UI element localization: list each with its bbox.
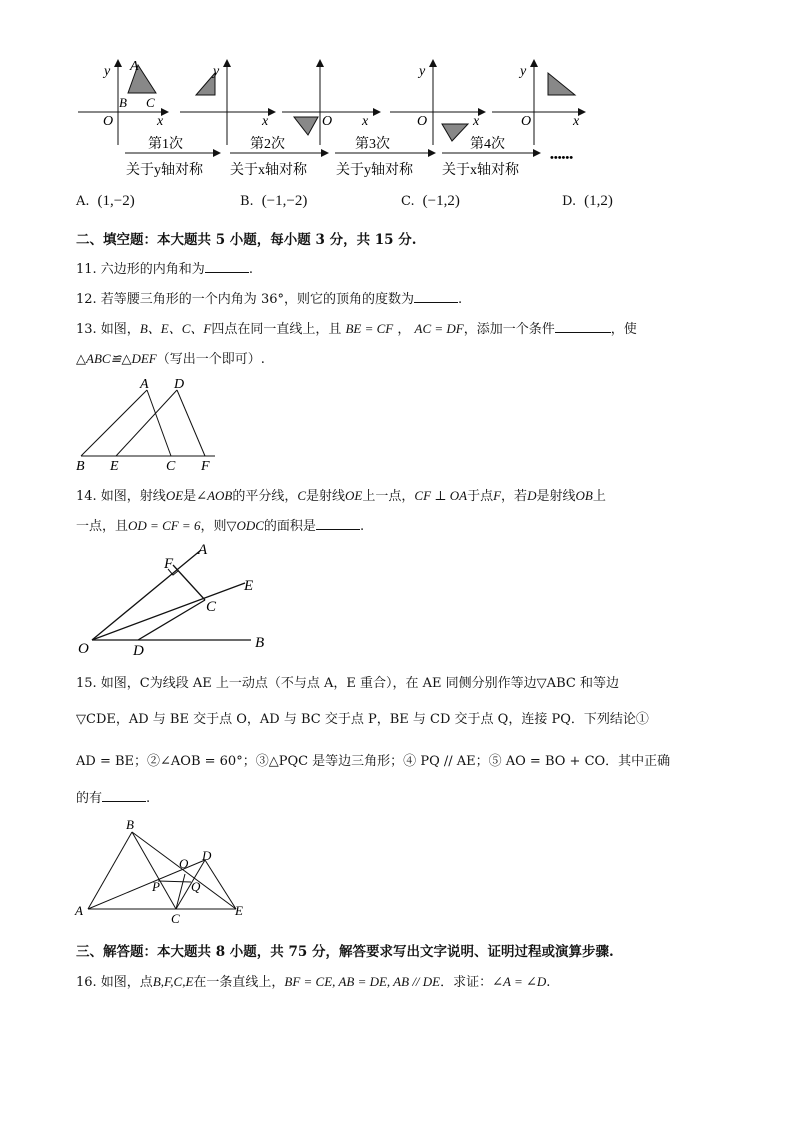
q13-congruence: △ABC≌△DEF — [76, 351, 157, 366]
question-12 — [76, 288, 462, 307]
option-d — [562, 193, 613, 210]
q13-answer-blank[interactable] — [555, 320, 611, 333]
step-2-caption: 关于x轴对称 — [230, 163, 307, 178]
label-y2: y — [213, 64, 220, 79]
label-O4: O — [417, 114, 428, 129]
triangle-step4 — [548, 73, 575, 95]
q13-label-F: F — [201, 459, 210, 472]
section-2-title: 二、填空题：本大题共 5 小题，每小题 3 分，共 15 分. — [76, 232, 417, 248]
q16-conditions: BF = CE, AB = DE, AB // DE — [284, 974, 441, 989]
step-4-caption: 关于x轴对称 — [442, 163, 519, 178]
q11-end: . — [248, 262, 253, 277]
q15-label-Q: Q — [191, 879, 201, 894]
step-2-label: 第2次 — [250, 137, 285, 152]
option-d-letter: D. — [562, 194, 577, 209]
panel-5-axes — [492, 60, 585, 145]
q13-label-C: C — [166, 459, 176, 472]
q14-f: F — [493, 488, 502, 503]
q15-label-O: O — [179, 856, 189, 871]
triangle-step2 — [294, 117, 318, 135]
q14-figure — [70, 540, 280, 660]
q13-label-E: E — [110, 459, 119, 472]
q13-mid: 四点在同一直线上，且 — [211, 322, 342, 337]
q15-label-E: E — [235, 903, 243, 918]
q12-end: . — [457, 292, 463, 307]
q14-oe: OE — [165, 488, 184, 503]
option-b — [240, 193, 307, 210]
question-14-line-1 — [76, 485, 606, 504]
q13-cond-1: BE = CF — [345, 321, 394, 336]
q14-lead: 14. 如图，射线 — [76, 489, 166, 504]
option-c-value: (−1,2) — [422, 193, 460, 209]
label-O1: O — [103, 114, 114, 129]
q14-answer-blank[interactable] — [316, 517, 360, 530]
option-d-value: (1,2) — [584, 193, 613, 209]
question-13-line-2 — [76, 348, 265, 367]
q14-equation: OD = CF = 6 — [128, 518, 201, 533]
q14-then: ，则 — [200, 519, 227, 534]
option-c-letter: C. — [401, 194, 415, 209]
question-15-line-1: 15. 如图，C为线段 AE 上一动点（不与点 A，E 重合），在 AE 同侧分别作等边▽ABC 和等边 — [76, 676, 619, 691]
q14-label-A: A — [198, 542, 208, 558]
ellipsis: •••••• — [550, 152, 574, 164]
q12-answer-blank[interactable] — [414, 290, 458, 303]
option-a-value: (1,−2) — [97, 193, 135, 209]
q13-lead: 13. 如图， — [76, 322, 140, 337]
q15-label-A: A — [75, 903, 83, 918]
panel-4-axes — [390, 60, 485, 145]
triangle-step3 — [442, 124, 468, 141]
q13-note: （写出一个即可）. — [156, 352, 265, 367]
section-3-title: 三、解答题：本大题共 8 小题，共 75 分，解答要求写出文字说明、证明过程或演算步骤. — [76, 944, 614, 960]
q14-at: 于点 — [467, 489, 494, 504]
q13-figure — [70, 372, 230, 472]
q14-perp: CF ⊥ OA — [414, 488, 468, 503]
option-a-letter: A. — [76, 194, 90, 209]
label-x3: x — [362, 114, 369, 129]
question-13-line-1: 13. 如图，B、E、C、F四点在同一直线上，且 BE = CF ， AC = DF，添加一个条件 ，使 — [76, 321, 637, 337]
label-O5: O — [521, 114, 532, 129]
q14-ob: OB — [575, 488, 593, 503]
question-16 — [76, 971, 550, 990]
q16-lead: 16. 如图，点 — [76, 975, 153, 990]
q14-ray: 是射线 — [306, 489, 346, 504]
q13-add: ，添加一个条件 — [463, 322, 555, 337]
q14-area: 的面积是 — [263, 519, 316, 534]
label-y1: y — [104, 64, 111, 79]
q12-text: 12. 若等腰三角形的一个内角为 36°，则它的顶角的度数为 — [76, 292, 414, 307]
q14-triangle: ▽ODC — [226, 518, 264, 533]
step-1-label: 第1次 — [148, 137, 183, 152]
label-y5: y — [520, 64, 527, 79]
q16-end: . — [546, 975, 551, 990]
q16-prove: ．求证： — [440, 975, 493, 990]
q14-ray-2: 是射线 — [536, 489, 576, 504]
q14-if: ，若 — [501, 489, 528, 504]
q14-angle: ∠AOB — [196, 488, 233, 503]
q13-label-A: A — [140, 377, 149, 392]
q14-point: 上一点， — [362, 489, 415, 504]
q14-d: D — [527, 488, 537, 503]
q13-points: B、E、C、F — [139, 321, 212, 336]
step-4-label: 第4次 — [470, 137, 505, 152]
q14-is: 是 — [183, 489, 197, 504]
q13-cond-2: AC = DF — [414, 321, 464, 336]
option-b-value: (−1,−2) — [261, 193, 308, 209]
question-14-line-2 — [76, 515, 364, 534]
reflection-figure — [70, 55, 610, 185]
q14-label-E: E — [244, 578, 254, 594]
label-x5: x — [573, 114, 580, 129]
option-c — [401, 193, 460, 210]
q15-correct: 的有 — [76, 791, 103, 806]
q14-on: 上 — [592, 489, 606, 504]
q16-goal: ∠A = ∠D — [492, 974, 547, 989]
label-x1: x — [157, 114, 164, 129]
panel-2-axes — [180, 60, 275, 145]
panel-3-axes — [282, 60, 380, 145]
q13-label-D: D — [174, 377, 185, 392]
option-b-letter: B. — [240, 194, 254, 209]
q13-label-B: B — [76, 459, 85, 472]
step-3-caption: 关于y轴对称 — [336, 163, 413, 178]
q11-text: 11. 六边形的内角和为 — [76, 262, 205, 277]
q15-label-P: P — [152, 879, 160, 894]
q14-label-D: D — [133, 643, 144, 659]
q14-oe-2: OE — [345, 488, 363, 503]
q14-label-O: O — [78, 641, 89, 657]
question-15-line-4 — [76, 787, 150, 806]
question-11 — [76, 258, 253, 277]
step-1-caption: 关于y轴对称 — [126, 163, 203, 178]
q13-so: ，使 — [610, 322, 637, 337]
q14-label-C: C — [206, 599, 217, 615]
step-3-label: 第3次 — [355, 137, 390, 152]
q15-figure — [70, 815, 260, 925]
label-O3: O — [322, 114, 333, 129]
q14-c: C — [297, 488, 307, 503]
q14-label-B: B — [255, 635, 265, 651]
q14-and: 一点，且 — [76, 519, 129, 534]
label-x2: x — [262, 114, 269, 129]
q16-points: B,F,C,E — [152, 974, 194, 989]
question-15-line-3: AD = BE；②∠AOB = 60°；③△PQC 是等边三角形；④ PQ // AE；⑤ AO = BO + CO．其中正确 — [76, 754, 671, 769]
question-15-line-2: ▽CDE，AD 与 BE 交于点 O，AD 与 BC 交于点 P，BE 与 CD 交于点 Q，连接 PQ．下列结论① — [76, 712, 649, 727]
q15-answer-blank[interactable] — [102, 789, 146, 802]
q15-label-B: B — [126, 817, 134, 832]
q14-bisector: 的平分线， — [232, 489, 298, 504]
q15-end: . — [146, 791, 151, 806]
q16-line: 在一条直线上， — [193, 975, 285, 990]
label-B: B — [119, 95, 127, 110]
q14-label-F: F — [164, 556, 174, 572]
q15-label-C: C — [171, 911, 180, 925]
label-y4: y — [419, 64, 426, 79]
q14-end: . — [359, 519, 365, 534]
label-x4: x — [473, 114, 480, 129]
option-a — [76, 193, 135, 210]
label-A: A — [130, 59, 139, 74]
label-C: C — [146, 95, 155, 110]
q15-label-D: D — [202, 848, 212, 863]
q11-answer-blank[interactable] — [205, 260, 249, 273]
